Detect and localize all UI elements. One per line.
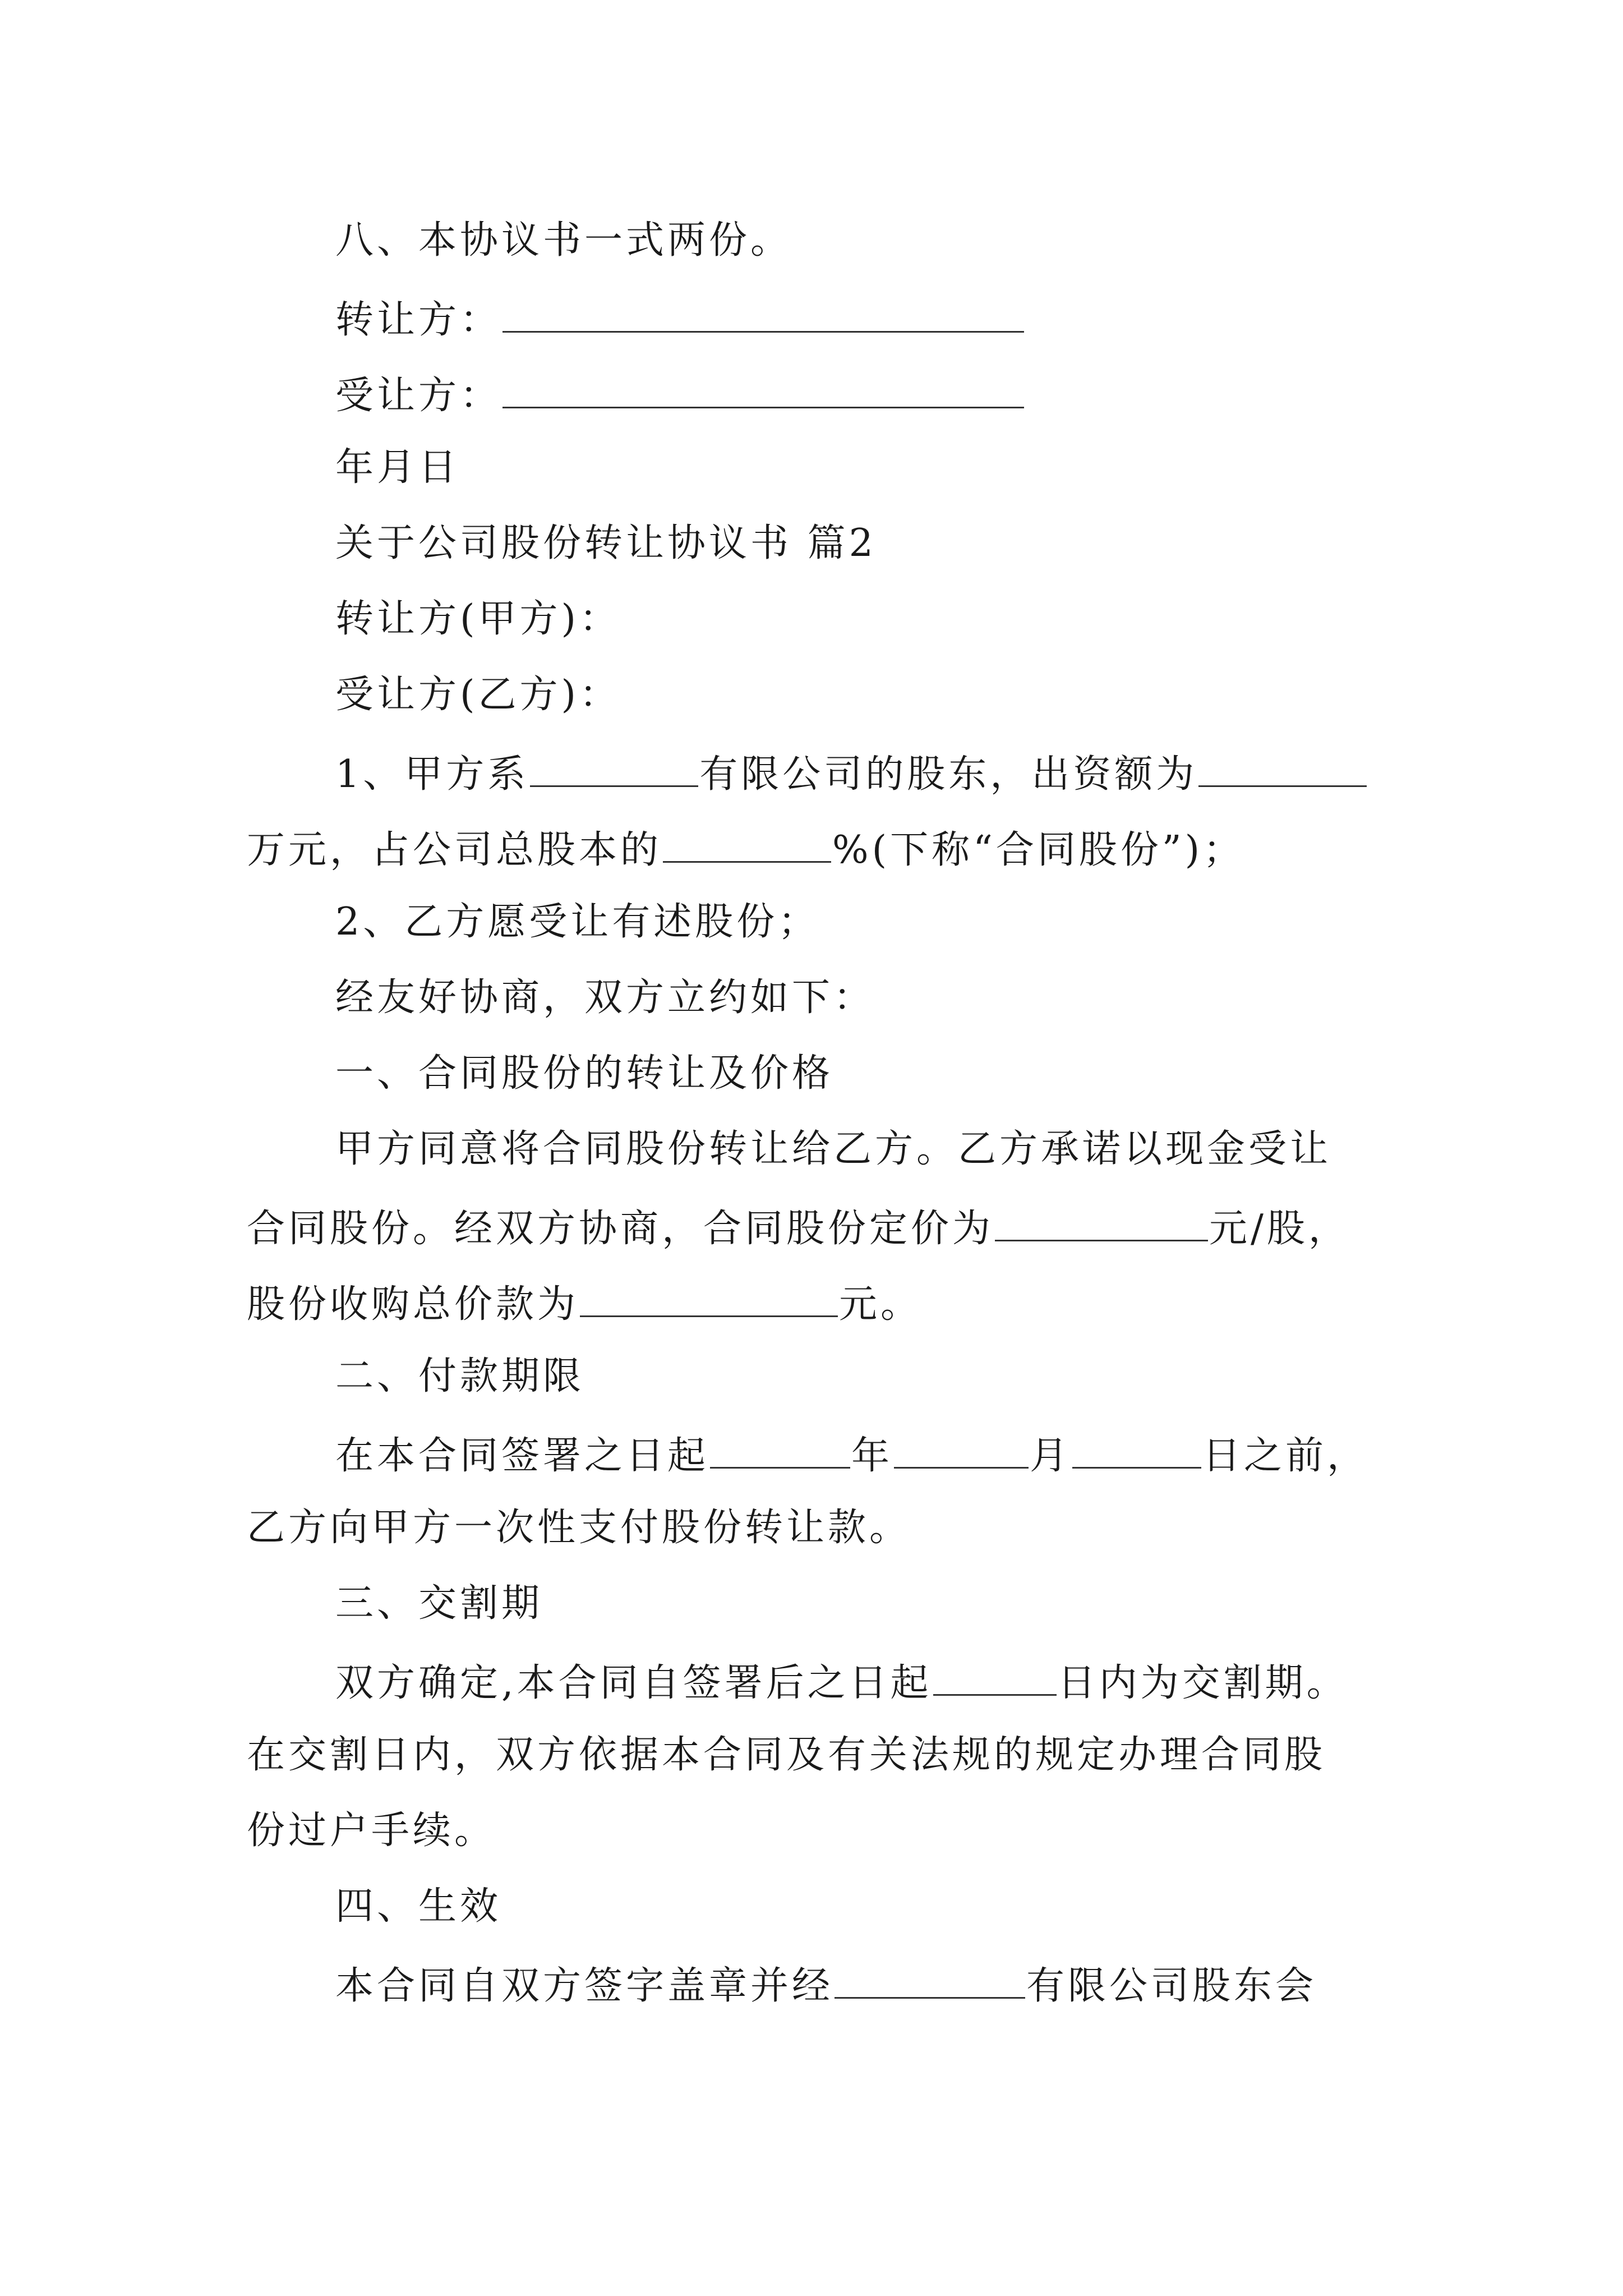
effectiveness-clause-line1: 本合同自双方签字盖章并经 有限公司股东会 (335, 1964, 1317, 2008)
transfer-clause-line1: 甲方同意将合同股份转让给乙方。乙方承诺以现金受让 (335, 1127, 1332, 1171)
heading-payment-term: 二、付款期限 (335, 1354, 585, 1398)
transfer-clause-line3: 股份收购总价款为 元。 (247, 1282, 923, 1327)
price-per-share-blank (995, 1206, 1208, 1241)
company-name-blank (530, 752, 698, 787)
heading-effectiveness: 四、生效 (335, 1884, 502, 1929)
transfer-clause-line2: 合同股份。经双方协商，合同股份定价为 元/股， (247, 1207, 1350, 1251)
payment-clause-line1: 在本合同签署之日起 年 月 日之前， (335, 1434, 1369, 1478)
transferor-blank (502, 297, 1024, 333)
heading-delivery-period: 三、交割期 (335, 1581, 543, 1626)
delivery-clause-line1: 双方确定,本合同自签署后之日起 日内为交割期。 (335, 1661, 1348, 1705)
shareholder-clause-line2: 万元，占公司总股本的 %(下称“合同股份”)； (247, 828, 1245, 872)
delivery-clause-line3: 份过户手续。 (247, 1809, 496, 1853)
delivery-clause-line2: 在交割日内，双方依据本合同及有关法规的规定办理合同股 (247, 1733, 1326, 1777)
negotiation-line: 经友好协商，双方立约如下： (335, 976, 875, 1020)
party-a-line: 转让方(甲方)： (335, 597, 621, 641)
clause-two: 2、乙方愿受让有述股份； (335, 900, 820, 944)
company-approval-blank (834, 1963, 1025, 1999)
transferee-signature-line: 受让方： (335, 373, 1025, 415)
clause-eight: 八、本协议书一式两份。 (335, 218, 792, 263)
month-blank (894, 1433, 1029, 1469)
shareholder-clause-line1: 1、甲方系 有限公司的股东，出资额为 (335, 752, 1368, 794)
delivery-days-blank (933, 1660, 1057, 1696)
day-blank (1072, 1433, 1201, 1469)
total-price-blank (580, 1282, 838, 1317)
section-title: 关于公司股份转让协议书 篇2 (335, 521, 877, 565)
party-b-line: 受让方(乙方)： (335, 673, 621, 717)
date-line: 年月日 (335, 445, 460, 490)
year-blank (710, 1433, 850, 1469)
heading-transfer-price: 一、合同股份的转让及价格 (335, 1051, 834, 1096)
transferee-blank (502, 373, 1024, 408)
capital-amount-blank (1198, 752, 1367, 787)
share-percent-blank (663, 827, 831, 863)
transferor-signature-line: 转让方： (335, 297, 1025, 339)
payment-clause-line2: 乙方向甲方一次性支付股份转让款。 (247, 1506, 911, 1550)
